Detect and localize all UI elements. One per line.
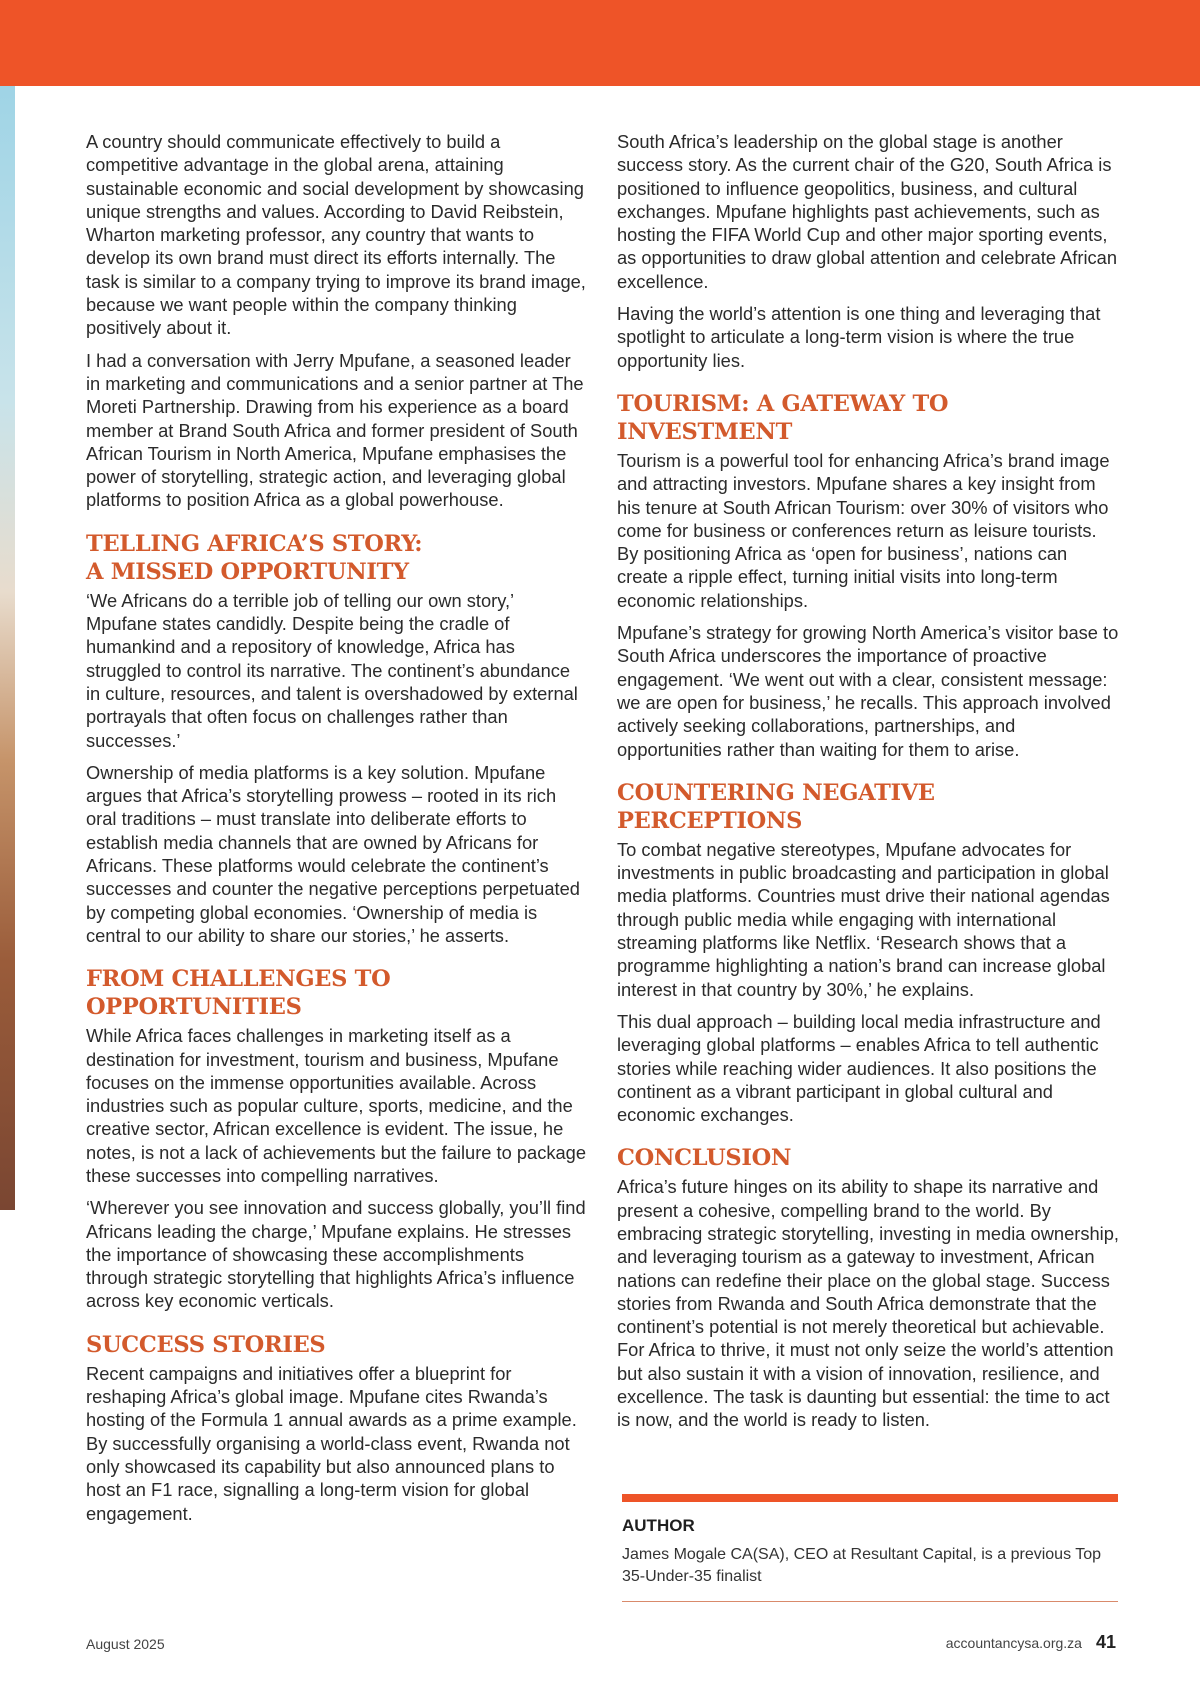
author-bottom-rule [622, 1601, 1118, 1602]
section-heading: TOURISM: A GATEWAY TO INVESTMENT [617, 390, 949, 445]
body-paragraph: Mpufane’s strategy for growing North America’s visitor base to South Africa underscores the importance of proactive engagement. ‘We went out with a clear, consistent message: we are open for business,’ he recalls. This approach involved actively seeking collaborations, partnerships, and opportunities rather than waiting for them to arise. [617, 622, 1119, 760]
body-paragraph: A country should communicate effectively to build a competitive advantage in the global arena, attaining sustainable economic and social development by showcasing unique strengths and values. According to David Reibstein, Wharton marketing professor, any country that wants to develop its own brand must direct its efforts internally. The task is similar to a company trying to improve its brand image, because we want people within the company thinking positively about it. [86, 131, 586, 339]
author-label: AUTHOR [622, 1516, 695, 1535]
body-paragraph: Having the world’s attention is one thing and leveraging that spotlight to articulate a long-term vision is where the true opportunity lies. [617, 303, 1101, 371]
footer-website[interactable]: accountancysa.org.za [945, 1635, 1082, 1651]
body-paragraph: Recent campaigns and initiatives offer a blueprint for reshaping Africa’s global image. Mpufane cites Rwanda’s hosting of the Formula 1 annual awards as a prime example. By successfully organising a world-class event, Rwanda not only showcased its capability but also announced plans to host an F1 race, signalling a long-term vision for global engagement. [86, 1362, 577, 1524]
body-paragraph: While Africa faces challenges in marketing itself as a destination for investment, tourism and business, Mpufane focuses on the immense opportunities available. Across industries such as popular culture, sports, medicine, and the creative sector, African excellence is evident. The issue, he notes, is not a lack of achievements but the failure to package these successes into compelling narratives. [86, 1025, 586, 1186]
footer-date: August 2025 [86, 1636, 165, 1652]
right-column [617, 130, 1119, 1441]
body-paragraph: Africa’s future hinges on its ability to shape its narrative and present a cohesive, compelling brand to the world. By embracing strategic storytelling, investing in media ownership, and leveraging tourism as a gateway to investment, African nations can redefine their place on the global stage. Success stories from Rwanda and South Africa demonstrate that the continent’s potential is not merely theoretical but achievable. For Africa to thrive, it must not only seize the world’s attention but also sustain it with a vision of innovation, resilience, and excellence. The task is daunting but essential: the time to act is now, and the world is ready to listen. [617, 1176, 1119, 1431]
body-paragraph: To combat negative stereotypes, Mpufane advocates for investments in public broadcasting and participation in global media platforms. Countries must drive their national agendas through public media while engaging with international streaming platforms like Netflix. ‘Research shows that a programme highlighting a nation’s brand can increase global interest in that country by 30%,’ he explains. [617, 838, 1110, 1000]
section-heading: TELLING AFRICA’S STORY: A MISSED OPPORTUNITY [86, 530, 423, 585]
page-number: 41 [1095, 1632, 1116, 1652]
author-divider [622, 1494, 1118, 1502]
body-paragraph: South Africa’s leadership on the global stage is another success story. As the current chair of the G20, South Africa is positioned to influence geopolitics, business, and cultural exchanges. Mpufane highlights past achievements, such as hosting the FIFA World Cup and other major sporting events, as opportunities to draw global attention and celebrate African excellence. [617, 131, 1118, 292]
body-paragraph: ‘Wherever you see innovation and success globally, you’ll find Africans leading the charge,’ Mpufane explains. He stresses the importance of showcasing these accomplishments through strategic storytelling that highlights Africa’s influence across key economic verticals. [86, 1197, 586, 1312]
body-paragraph: Ownership of media platforms is a key solution. Mpufane argues that Africa’s storytelling prowess – rooted in its rich oral traditions – must translate into deliberate efforts to establish media channels that are owned by Africans for Africans. These platforms would celebrate the continent’s successes and counter the negative perceptions perpetuated by competing global economies. ‘Ownership of media is central to our ability to share our stories,’ he asserts. [86, 761, 580, 946]
side-photo-strip [0, 86, 15, 1210]
left-column [86, 130, 586, 1534]
section-heading: FROM CHALLENGES TO OPPORTUNITIES [86, 966, 391, 1021]
section-heading: SUCCESS STORIES [86, 1331, 326, 1358]
top-color-bar [0, 0, 1200, 86]
section-heading: CONCLUSION [617, 1145, 792, 1172]
body-paragraph: Tourism is a powerful tool for enhancing Africa’s brand image and attracting investors. Mpufane shares a key insight from his tenure at South African Tourism: over 30% of visitors who come for business or conferences return as leisure tourists. By positioning Africa as ‘open for business’, nations can create a ripple effect, turning initial visits into long-term economic relationships. [617, 449, 1110, 611]
section-heading: COUNTERING NEGATIVE PERCEPTIONS [617, 779, 935, 834]
footer-right [946, 1632, 1116, 1653]
body-paragraph: I had a conversation with Jerry Mpufane, a seasoned leader in marketing and communications and a senior partner at The Moreti Partnership. Drawing from his experience as a board member at Brand South Africa and former president of South African Tourism in North America, Mpufane emphasises the power of storytelling, strategic action, and leveraging global platforms to position Africa as a global powerhouse. [86, 349, 584, 511]
body-paragraph: This dual approach – building local media infrastructure and leveraging global platforms – enables Africa to tell authentic stories while reaching wider audiences. It also positions the continent as a vibrant participant in global cultural and economic exchanges. [617, 1010, 1101, 1126]
body-paragraph: ‘We Africans do a terrible job of telling our own story,’ Mpufane states candidly. Despite being the cradle of humankind and a repository of knowledge, Africa has struggled to control its narrative. The continent’s abundance in culture, resources, and talent is overshadowed by external portrayals that often focus on challenges rather than successes.’ [86, 589, 578, 751]
author-bio: James Mogale CA(SA), CEO at Resultant Capital, is a previous Top 35-Under-35 finalist [622, 1546, 1102, 1585]
